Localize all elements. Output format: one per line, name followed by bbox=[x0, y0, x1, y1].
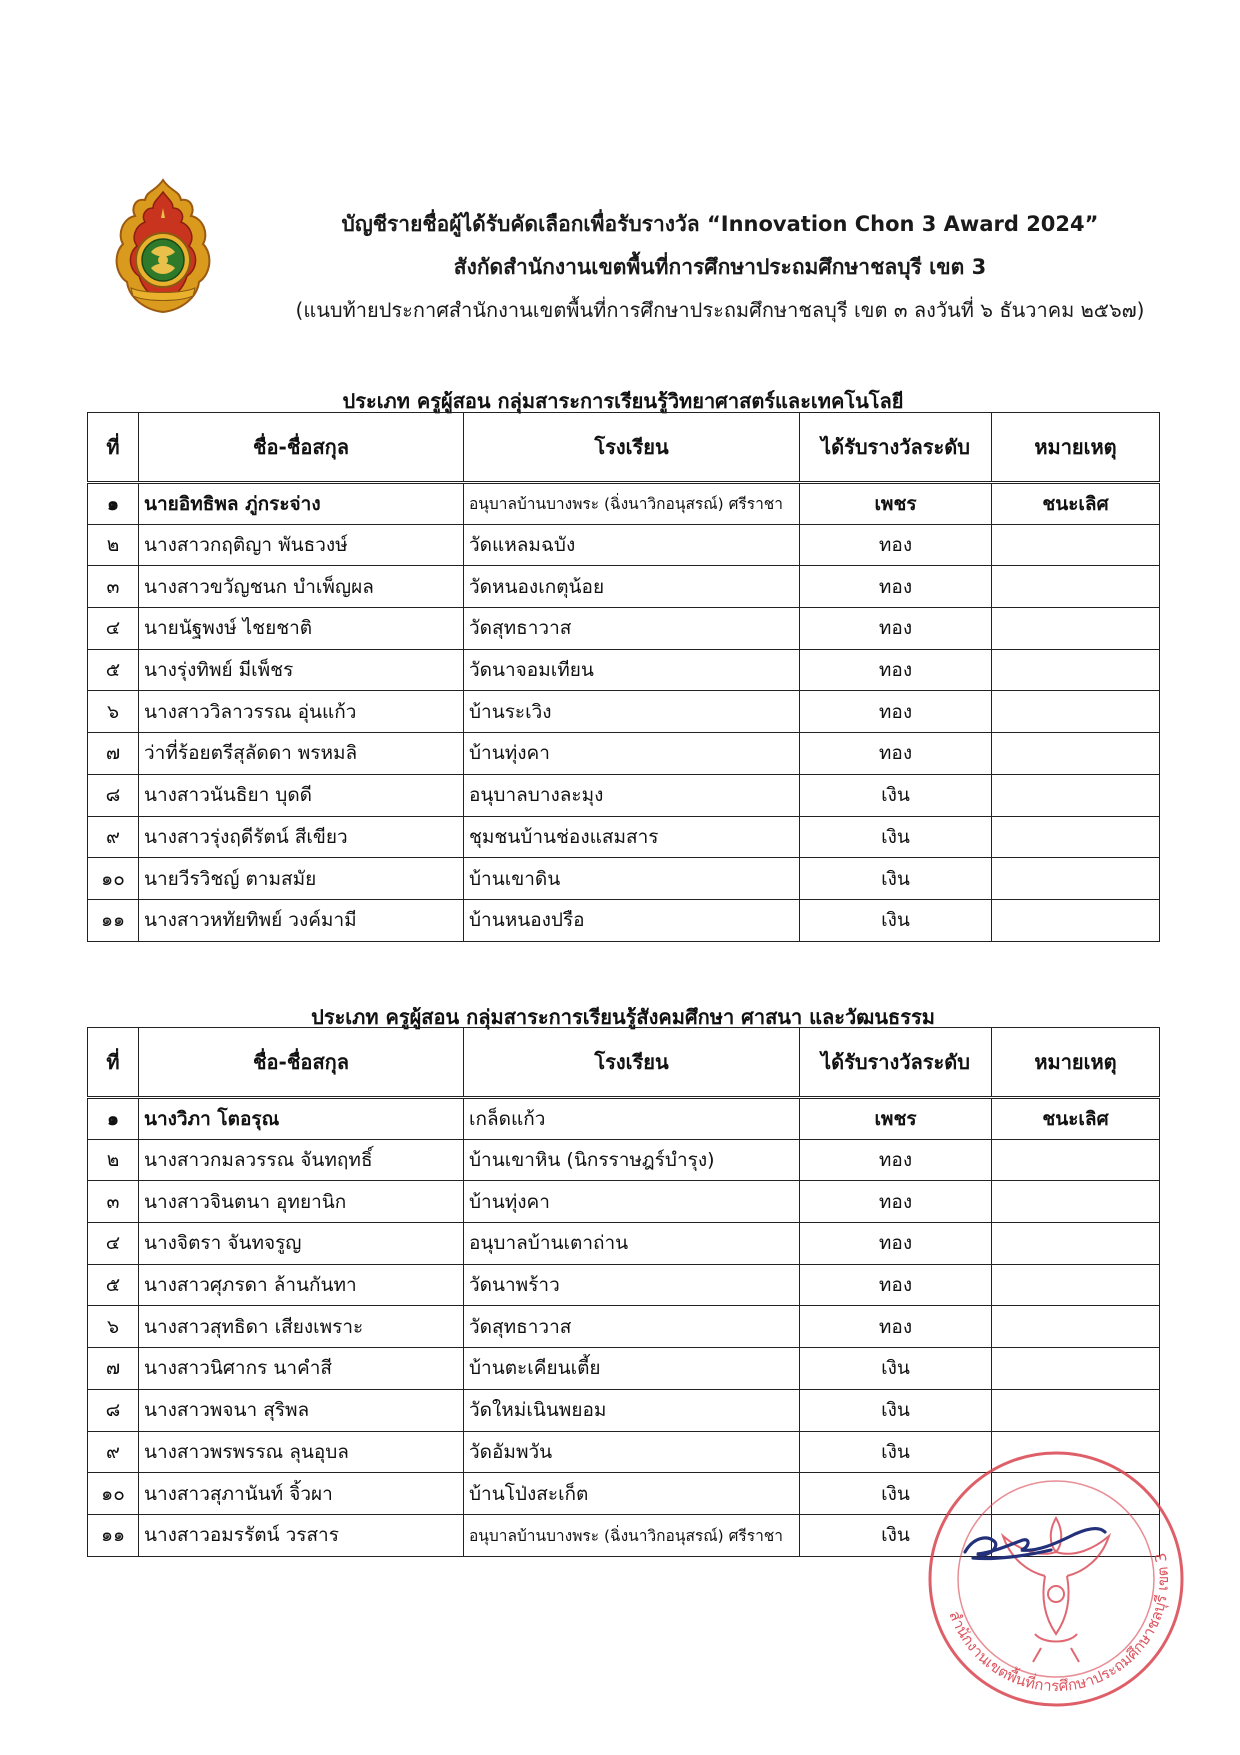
cell-no: ๒ bbox=[88, 524, 139, 566]
award-table-science bbox=[87, 412, 1160, 942]
table-row bbox=[88, 1348, 1160, 1390]
cell-name: ว่าที่ร้อยตรีสุลัดดา พรหมลิ bbox=[139, 733, 464, 775]
document-title: บัญชีรายชื่อผู้ได้รับคัดเลือกเพื่อรับรางวัล “Innovation Chon 3 Award 2024” bbox=[341, 212, 1099, 236]
cell-note bbox=[992, 733, 1160, 775]
cell-school: บ้านระเวิง bbox=[464, 691, 800, 733]
cell-name: นายนัฐพงษ์ ไชยชาติ bbox=[139, 608, 464, 650]
cell-name: นางสาวจินตนา อุทยานิก bbox=[139, 1181, 464, 1223]
cell-note bbox=[992, 1306, 1160, 1348]
cell-note bbox=[992, 649, 1160, 691]
cell-award-level: ทอง bbox=[800, 1223, 992, 1265]
cell-no: ๑๑ bbox=[88, 1514, 139, 1556]
cell-school: อนุบาลบางละมุง bbox=[464, 774, 800, 816]
signature-icon bbox=[965, 1529, 1105, 1559]
cell-award-level: เพชร bbox=[800, 483, 992, 525]
cell-no: ๕ bbox=[88, 1264, 139, 1306]
cell-school: บ้านทุ่งคา bbox=[464, 1181, 800, 1223]
cell-note bbox=[992, 524, 1160, 566]
cell-name: นางสาวนันธิยา บุดดี bbox=[139, 774, 464, 816]
cell-school: บ้านโป่งสะเก็ต bbox=[464, 1473, 800, 1515]
stamp-text: สำนักงานเขตพื้นที่การศึกษาประถมศึกษาชลบุรี เขต 3 bbox=[945, 1551, 1173, 1696]
table-row bbox=[88, 1389, 1160, 1431]
table-row bbox=[88, 858, 1160, 900]
cell-award-level: เงิน bbox=[800, 816, 992, 858]
cell-award-level: ทอง bbox=[800, 566, 992, 608]
cell-name: นางรุ่งทิพย์ มีเพ็ชร bbox=[139, 649, 464, 691]
table-row bbox=[88, 1181, 1160, 1223]
cell-note bbox=[992, 774, 1160, 816]
cell-no: ๘ bbox=[88, 774, 139, 816]
table-row bbox=[88, 816, 1160, 858]
cell-name: นางสาวรุ่งฤดีรัตน์ สีเขียว bbox=[139, 816, 464, 858]
cell-no: ๔ bbox=[88, 608, 139, 650]
cell-school: วัดสุทธาวาส bbox=[464, 1306, 800, 1348]
cell-note bbox=[992, 608, 1160, 650]
cell-school: วัดสุทธาวาส bbox=[464, 608, 800, 650]
cell-no: ๗ bbox=[88, 733, 139, 775]
document-subtitle: สังกัดสำนักงานเขตพื้นที่การศึกษาประถมศึกษาชลบุรี เขต 3 bbox=[453, 255, 987, 279]
section-title-social-studies: ประเภท ครูผู้สอน กลุ่มสาระการเรียนรู้สังคมศึกษา ศาสนา และวัฒนธรรม bbox=[311, 1005, 935, 1029]
table-row bbox=[88, 1306, 1160, 1348]
cell-no: ๑๑ bbox=[88, 899, 139, 941]
cell-award-level: ทอง bbox=[800, 1181, 992, 1223]
cell-school: อนุบาลบ้านบางพระ (ฉิ่งนาวิกอนุสรณ์) ศรีราชา bbox=[464, 1514, 800, 1556]
cell-no: ๘ bbox=[88, 1389, 139, 1431]
column-header-note: หมายเหตุ bbox=[992, 1028, 1160, 1098]
official-stamp bbox=[925, 1448, 1187, 1710]
cell-school: วัดนาพร้าว bbox=[464, 1264, 800, 1306]
cell-name: นายวีรวิชญ์ ตามสมัย bbox=[139, 858, 464, 900]
cell-name: นางสาวอมรรัตน์ วรสาร bbox=[139, 1514, 464, 1556]
cell-note bbox=[992, 816, 1160, 858]
cell-name: นางสาวนิศากร นาคำสี bbox=[139, 1348, 464, 1390]
table-row bbox=[88, 774, 1160, 816]
cell-no: ๔ bbox=[88, 1223, 139, 1265]
table-header-row bbox=[88, 1028, 1160, 1098]
cell-no: ๒ bbox=[88, 1139, 139, 1181]
cell-name: นายอิทธิพล ภู่กระจ่าง bbox=[139, 483, 464, 525]
cell-note bbox=[992, 899, 1160, 941]
cell-award-level: เงิน bbox=[800, 858, 992, 900]
cell-award-level: เงิน bbox=[800, 1348, 992, 1390]
cell-award-level: ทอง bbox=[800, 524, 992, 566]
cell-name: นางสาวสุภานันท์ จิ้วผา bbox=[139, 1473, 464, 1515]
cell-note bbox=[992, 1389, 1160, 1431]
cell-no: ๑ bbox=[88, 483, 139, 525]
cell-no: ๖ bbox=[88, 691, 139, 733]
cell-name: นางสาวสุทธิดา เสียงเพราะ bbox=[139, 1306, 464, 1348]
cell-note: ชนะเลิศ bbox=[992, 483, 1160, 525]
cell-school: บ้านตะเคียนเตี้ย bbox=[464, 1348, 800, 1390]
cell-no: ๓ bbox=[88, 1181, 139, 1223]
cell-name: นางสาวหทัยทิพย์ วงค์มามี bbox=[139, 899, 464, 941]
cell-school: วัดอัมพวัน bbox=[464, 1431, 800, 1473]
cell-award-level: เพชร bbox=[800, 1098, 992, 1140]
cell-award-level: เงิน bbox=[800, 1431, 992, 1473]
table-row bbox=[88, 691, 1160, 733]
cell-no: ๑ bbox=[88, 1098, 139, 1140]
table-row bbox=[88, 483, 1160, 525]
cell-school: บ้านเขาหิน (นิกรราษฎร์บำรุง) bbox=[464, 1139, 800, 1181]
cell-award-level: ทอง bbox=[800, 733, 992, 775]
column-header-no: ที่ bbox=[88, 413, 139, 483]
table-row bbox=[88, 649, 1160, 691]
cell-note bbox=[992, 1264, 1160, 1306]
column-header-school: โรงเรียน bbox=[464, 413, 800, 483]
cell-award-level: เงิน bbox=[800, 1389, 992, 1431]
table-row bbox=[88, 1139, 1160, 1181]
table-row bbox=[88, 1264, 1160, 1306]
cell-school: บ้านเขาดิน bbox=[464, 858, 800, 900]
section-title-science: ประเภท ครูผู้สอน กลุ่มสาระการเรียนรู้วิทยาศาสตร์และเทคโนโลยี bbox=[342, 389, 904, 413]
cell-no: ๖ bbox=[88, 1306, 139, 1348]
cell-note bbox=[992, 691, 1160, 733]
table-row bbox=[88, 733, 1160, 775]
cell-school: เกล็ดแก้ว bbox=[464, 1098, 800, 1140]
cell-award-level: ทอง bbox=[800, 691, 992, 733]
document-reference: (แนบท้ายประกาศสำนักงานเขตพื้นที่การศึกษาประถมศึกษาชลบุรี เขต ๓ ลงวันที่ ๖ ธันวาคม ๒๕๖๗) bbox=[295, 298, 1145, 322]
cell-award-level: ทอง bbox=[800, 1306, 992, 1348]
cell-award-level: ทอง bbox=[800, 1139, 992, 1181]
column-header-level: ได้รับรางวัลระดับ bbox=[800, 1028, 992, 1098]
cell-award-level: เงิน bbox=[800, 774, 992, 816]
column-header-name: ชื่อ-ชื่อสกุล bbox=[139, 1028, 464, 1098]
table-body bbox=[88, 483, 1160, 942]
table-row bbox=[88, 566, 1160, 608]
cell-note bbox=[992, 1223, 1160, 1265]
cell-award-level: ทอง bbox=[800, 649, 992, 691]
cell-name: นางสาวกฤติญา พันธวงษ์ bbox=[139, 524, 464, 566]
cell-name: นางสาวพรพรรณ ลุนอุบล bbox=[139, 1431, 464, 1473]
cell-note bbox=[992, 566, 1160, 608]
cell-school: วัดหนองเกตุน้อย bbox=[464, 566, 800, 608]
cell-school: ชุมชนบ้านช่องแสมสาร bbox=[464, 816, 800, 858]
cell-name: นางสาวขวัญชนก บำเพ็ญผล bbox=[139, 566, 464, 608]
obec-emblem-logo bbox=[111, 178, 215, 314]
cell-name: นางสาวพจนา สุริพล bbox=[139, 1389, 464, 1431]
cell-school: บ้านทุ่งคา bbox=[464, 733, 800, 775]
cell-note bbox=[992, 1348, 1160, 1390]
cell-no: ๙ bbox=[88, 816, 139, 858]
table-row bbox=[88, 1098, 1160, 1140]
cell-school: บ้านหนองปรือ bbox=[464, 899, 800, 941]
cell-award-level: เงิน bbox=[800, 1514, 992, 1556]
cell-no: ๓ bbox=[88, 566, 139, 608]
cell-award-level: เงิน bbox=[800, 1473, 992, 1515]
column-header-no: ที่ bbox=[88, 1028, 139, 1098]
column-header-level: ได้รับรางวัลระดับ bbox=[800, 413, 992, 483]
cell-award-level: เงิน bbox=[800, 899, 992, 941]
cell-no: ๑๐ bbox=[88, 1473, 139, 1515]
garuda-emblem-icon bbox=[1003, 1518, 1109, 1662]
cell-name: นางสาวศุภรดา ล้านกันทา bbox=[139, 1264, 464, 1306]
cell-school: วัดใหม่เนินพยอม bbox=[464, 1389, 800, 1431]
table-row bbox=[88, 524, 1160, 566]
cell-school: อนุบาลบ้านเตาถ่าน bbox=[464, 1223, 800, 1265]
table-header-row bbox=[88, 413, 1160, 483]
cell-name: นางวิภา โตอรุณ bbox=[139, 1098, 464, 1140]
cell-name: นางจิตรา จันทจรูญ bbox=[139, 1223, 464, 1265]
cell-name: นางสาววิลาวรรณ อุ่นแก้ว bbox=[139, 691, 464, 733]
cell-no: ๑๐ bbox=[88, 858, 139, 900]
column-header-school: โรงเรียน bbox=[464, 1028, 800, 1098]
cell-note bbox=[992, 858, 1160, 900]
cell-name: นางสาวกมลวรรณ จันทฤทธิ์ bbox=[139, 1139, 464, 1181]
table-row bbox=[88, 899, 1160, 941]
cell-school: อนุบาลบ้านบางพระ (ฉิ่งนาวิกอนุสรณ์) ศรีราชา bbox=[464, 483, 800, 525]
cell-school: วัดแหลมฉบัง bbox=[464, 524, 800, 566]
cell-award-level: ทอง bbox=[800, 608, 992, 650]
cell-no: ๕ bbox=[88, 649, 139, 691]
table-row bbox=[88, 1223, 1160, 1265]
cell-note bbox=[992, 1139, 1160, 1181]
cell-no: ๗ bbox=[88, 1348, 139, 1390]
column-header-name: ชื่อ-ชื่อสกุล bbox=[139, 413, 464, 483]
cell-note bbox=[992, 1181, 1160, 1223]
cell-school: วัดนาจอมเทียน bbox=[464, 649, 800, 691]
cell-no: ๙ bbox=[88, 1431, 139, 1473]
column-header-note: หมายเหตุ bbox=[992, 413, 1160, 483]
table-row bbox=[88, 608, 1160, 650]
cell-note: ชนะเลิศ bbox=[992, 1098, 1160, 1140]
cell-award-level: ทอง bbox=[800, 1264, 992, 1306]
